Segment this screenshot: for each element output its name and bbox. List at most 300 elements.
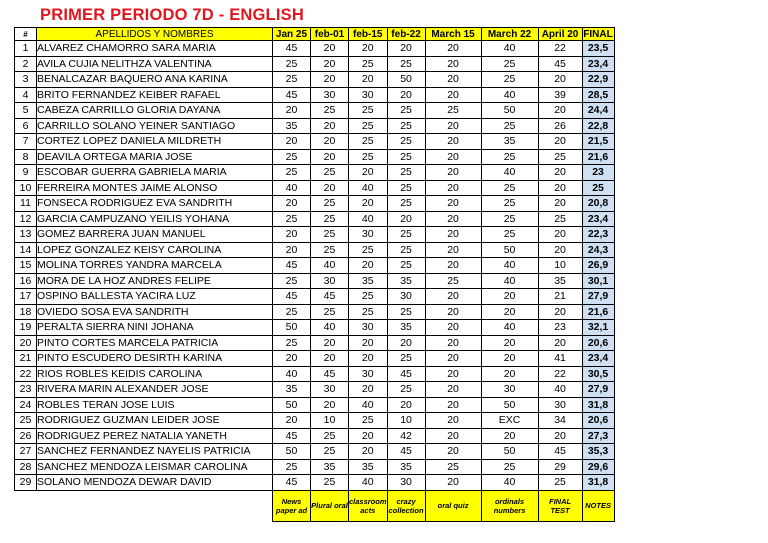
grade-cell: 20 — [349, 41, 388, 57]
grade-cell: 40 — [311, 320, 349, 336]
grade-cell: 20 — [387, 335, 425, 351]
grade-cell: 25 — [349, 413, 388, 429]
table-row — [15, 304, 615, 320]
grade-cell: 20 — [349, 196, 388, 212]
grade-cell: 20 — [481, 428, 538, 444]
table-row — [15, 165, 615, 181]
final-grade: 32,1 — [582, 320, 614, 336]
grade-cell: 20 — [425, 444, 481, 460]
grade-cell: 20 — [425, 180, 481, 196]
row-number: 20 — [15, 335, 37, 351]
grade-cell: 20 — [538, 180, 582, 196]
student-name: DEAVILA ORTEGA MARIA JOSE — [37, 149, 273, 165]
grade-cell: 22 — [538, 41, 582, 57]
final-grade: 30,5 — [582, 366, 614, 382]
grade-cell: 45 — [387, 366, 425, 382]
grade-cell: 25 — [273, 459, 311, 475]
row-number: 1 — [15, 41, 37, 57]
grade-cell: 20 — [425, 475, 481, 491]
table-row — [15, 397, 615, 413]
grade-cell: 20 — [273, 227, 311, 243]
grade-cell: 25 — [311, 103, 349, 119]
grade-cell: 25 — [273, 165, 311, 181]
grade-cell: 20 — [538, 304, 582, 320]
grade-cell: 20 — [273, 103, 311, 119]
grade-cell: 40 — [273, 180, 311, 196]
student-name: CABEZA CARRILLO GLORIA DAYANA — [37, 103, 273, 119]
student-name: ESCOBAR GUERRA GABRIELA MARIA — [37, 165, 273, 181]
grade-cell: 29 — [538, 459, 582, 475]
student-name: BRITO FERNANDEZ KEIBER RAFAEL — [37, 87, 273, 103]
row-number: 7 — [15, 134, 37, 150]
grade-cell: 25 — [425, 103, 481, 119]
final-grade: 20,6 — [582, 335, 614, 351]
grade-cell: 20 — [425, 397, 481, 413]
table-row — [15, 428, 615, 444]
grade-cell: 20 — [538, 103, 582, 119]
grade-cell: 34 — [538, 413, 582, 429]
footer-label: NOTES — [582, 490, 614, 521]
table-row — [15, 273, 615, 289]
row-number: 28 — [15, 459, 37, 475]
grade-cell: 50 — [273, 397, 311, 413]
student-name: OSPINO BALLESTA YACIRA LUZ — [37, 289, 273, 305]
grade-cell: 20 — [273, 134, 311, 150]
final-grade: 25 — [582, 180, 614, 196]
grade-cell: 35 — [311, 459, 349, 475]
row-number: 8 — [15, 149, 37, 165]
final-grade: 27,3 — [582, 428, 614, 444]
final-grade: 24,4 — [582, 103, 614, 119]
table-row — [15, 351, 615, 367]
header-final: FINAL — [583, 28, 613, 40]
student-name: RIVERA MARIN ALEXANDER JOSE — [37, 382, 273, 398]
grade-cell: 35 — [349, 273, 388, 289]
grade-cell: 20 — [425, 289, 481, 305]
grade-cell: 45 — [387, 444, 425, 460]
grade-cell: 30 — [311, 382, 349, 398]
table-row — [15, 103, 615, 119]
grade-cell: 30 — [387, 289, 425, 305]
table-row — [15, 211, 615, 227]
grade-cell: 25 — [311, 242, 349, 258]
row-number: 29 — [15, 475, 37, 491]
grade-cell: 25 — [387, 118, 425, 134]
grade-cell: 50 — [273, 320, 311, 336]
grade-cell: 20 — [425, 211, 481, 227]
footer-label: classroom acts — [349, 490, 388, 521]
grade-cell: 45 — [311, 366, 349, 382]
grade-cell: 20 — [425, 320, 481, 336]
row-number: 2 — [15, 56, 37, 72]
final-grade: 30,1 — [582, 273, 614, 289]
grade-cell: 20 — [538, 227, 582, 243]
student-name: RODRIGUEZ GUZMAN LEIDER JOSE — [37, 413, 273, 429]
table-row — [15, 320, 615, 336]
header-col: feb-15 — [349, 28, 388, 41]
grade-cell: 30 — [349, 320, 388, 336]
student-name: LOPEZ GONZALEZ KEISY CAROLINA — [37, 242, 273, 258]
grade-cell: 30 — [311, 87, 349, 103]
grade-cell: 20 — [481, 304, 538, 320]
grade-cell: 35 — [273, 382, 311, 398]
grade-cell: 25 — [273, 72, 311, 88]
grade-cell: 20 — [425, 351, 481, 367]
table-row — [15, 366, 615, 382]
student-name: GARCIA CAMPUZANO YEILIS YOHANA — [37, 211, 273, 227]
grade-cell: 20 — [273, 351, 311, 367]
header-col: Jan 25 — [273, 28, 311, 41]
final-grade: 31,8 — [582, 475, 614, 491]
table-row — [15, 335, 615, 351]
footer-label: FINAL TEST — [538, 490, 582, 521]
grade-cell: 25 — [481, 180, 538, 196]
grade-cell: 30 — [311, 273, 349, 289]
grade-cell: 20 — [538, 196, 582, 212]
grade-cell: 20 — [311, 41, 349, 57]
grade-cell: 20 — [538, 428, 582, 444]
sheet-title: PRIMER PERIODO 7D - ENGLISH — [40, 6, 304, 24]
grade-cell: 20 — [387, 397, 425, 413]
table-row — [15, 413, 615, 429]
grade-cell: 25 — [387, 351, 425, 367]
footer-label: crazy collection — [387, 490, 425, 521]
student-name: SANCHEZ MENDOZA LEISMAR CAROLINA — [37, 459, 273, 475]
table-row — [15, 87, 615, 103]
student-name: RIOS ROBLES KEIDIS CAROLINA — [37, 366, 273, 382]
row-number: 18 — [15, 304, 37, 320]
row-number: 13 — [15, 227, 37, 243]
grade-cell: 25 — [387, 165, 425, 181]
grade-cell: 20 — [425, 72, 481, 88]
student-name: MOLINA TORRES YANDRA MARCELA — [37, 258, 273, 274]
grade-cell: 25 — [273, 149, 311, 165]
grade-cell: 40 — [538, 382, 582, 398]
grade-cell: 10 — [311, 413, 349, 429]
grade-cell: 20 — [311, 149, 349, 165]
grade-cell: 26 — [538, 118, 582, 134]
final-grade: 23,4 — [582, 211, 614, 227]
grade-cell: 20 — [349, 444, 388, 460]
student-name: PINTO CORTES MARCELA PATRICIA — [37, 335, 273, 351]
grade-cell: 20 — [349, 351, 388, 367]
grade-cell: 40 — [481, 87, 538, 103]
final-grade: 22,8 — [582, 118, 614, 134]
grade-cell: 50 — [481, 242, 538, 258]
student-name: FONSECA RODRIGUEZ EVA SANDRITH — [37, 196, 273, 212]
grade-cell: 20 — [425, 242, 481, 258]
grade-cell: 20 — [349, 258, 388, 274]
table-row — [15, 258, 615, 274]
grade-cell: 21 — [538, 289, 582, 305]
grade-cell: 20 — [425, 304, 481, 320]
table-row — [15, 41, 615, 57]
table-row — [15, 118, 615, 134]
final-grade: 31,8 — [582, 397, 614, 413]
grade-cell: 25 — [311, 475, 349, 491]
grade-cell: 20 — [425, 87, 481, 103]
footer-blank — [37, 490, 273, 521]
grade-cell: 25 — [387, 180, 425, 196]
final-grade: 23 — [582, 165, 614, 181]
grade-cell: 10 — [387, 413, 425, 429]
table-row — [15, 72, 615, 88]
grade-cell: 25 — [273, 211, 311, 227]
row-number: 25 — [15, 413, 37, 429]
footer-label: oral quiz — [425, 490, 481, 521]
grade-cell: 25 — [481, 459, 538, 475]
grade-cell: 20 — [311, 335, 349, 351]
grade-cell: 20 — [273, 242, 311, 258]
grade-cell: 25 — [273, 335, 311, 351]
grade-cell: 45 — [273, 258, 311, 274]
final-grade: 26,9 — [582, 258, 614, 274]
grade-cell: 40 — [311, 258, 349, 274]
student-name: CARRILLO SOLANO YEINER SANTIAGO — [37, 118, 273, 134]
student-name: FERREIRA MONTES JAIME ALONSO — [37, 180, 273, 196]
grade-cell: 39 — [538, 87, 582, 103]
row-number: 6 — [15, 118, 37, 134]
grade-cell: 45 — [273, 289, 311, 305]
grade-cell: 25 — [425, 459, 481, 475]
grade-cell: 20 — [425, 413, 481, 429]
student-name: RODRIGUEZ PEREZ NATALIA YANETH — [37, 428, 273, 444]
grade-cell: 45 — [273, 475, 311, 491]
student-name: PINTO ESCUDERO DESIRTH KARINA — [37, 351, 273, 367]
grade-cell: 45 — [311, 289, 349, 305]
grade-cell: 25 — [425, 273, 481, 289]
final-grade: 23,5 — [582, 41, 614, 57]
grade-cell: 20 — [425, 134, 481, 150]
grade-cell: 20 — [425, 149, 481, 165]
row-number: 12 — [15, 211, 37, 227]
grade-cell: 25 — [311, 428, 349, 444]
grade-cell: 20 — [349, 335, 388, 351]
grade-cell: 25 — [349, 149, 388, 165]
grade-cell: 20 — [538, 72, 582, 88]
row-number: 14 — [15, 242, 37, 258]
row-number: 23 — [15, 382, 37, 398]
final-grade: 21,5 — [582, 134, 614, 150]
grade-cell: 20 — [311, 351, 349, 367]
grade-cell: 20 — [425, 196, 481, 212]
student-name: MORA DE LA HOZ ANDRES FELIPE — [37, 273, 273, 289]
grade-cell: 20 — [538, 335, 582, 351]
grade-cell: 20 — [387, 87, 425, 103]
grade-cell: 23 — [538, 320, 582, 336]
table-row — [15, 180, 615, 196]
final-grade: 27,9 — [582, 382, 614, 398]
grade-cell: 20 — [425, 227, 481, 243]
grade-cell: 25 — [311, 304, 349, 320]
grade-cell: 30 — [349, 227, 388, 243]
grade-cell: 25 — [481, 118, 538, 134]
row-number: 24 — [15, 397, 37, 413]
table-row — [15, 475, 615, 491]
grade-cell: 20 — [538, 165, 582, 181]
student-name: PERALTA SIERRA NINI JOHANA — [37, 320, 273, 336]
grade-cell: 25 — [387, 382, 425, 398]
grade-cell: 20 — [349, 428, 388, 444]
grade-cell: 25 — [311, 211, 349, 227]
grade-cell: 25 — [387, 196, 425, 212]
grade-cell: 25 — [481, 72, 538, 88]
grade-cell: 25 — [387, 134, 425, 150]
grade-cell: 25 — [273, 273, 311, 289]
grade-cell: 45 — [538, 444, 582, 460]
header-col: feb-22 — [387, 28, 425, 41]
final-grade: 23,4 — [582, 351, 614, 367]
grade-cell: 40 — [481, 475, 538, 491]
header-num: # — [15, 28, 37, 41]
grade-cell: 30 — [387, 475, 425, 491]
grade-cell: 25 — [387, 304, 425, 320]
grade-cell: 20 — [311, 134, 349, 150]
table-row — [15, 134, 615, 150]
footer-row — [15, 490, 615, 521]
grade-cell: 50 — [273, 444, 311, 460]
grade-cell: 25 — [387, 149, 425, 165]
grade-cell: 45 — [273, 41, 311, 57]
grade-cell: 20 — [273, 413, 311, 429]
row-number: 27 — [15, 444, 37, 460]
grade-cell: 20 — [311, 56, 349, 72]
grade-cell: 35 — [273, 118, 311, 134]
footer-label: Plural oral — [311, 490, 349, 521]
grade-cell: 45 — [273, 87, 311, 103]
grade-cell: 20 — [311, 397, 349, 413]
grade-cell: 25 — [538, 211, 582, 227]
grade-cell: 20 — [425, 366, 481, 382]
grade-cell: 20 — [311, 72, 349, 88]
grade-cell: 25 — [481, 149, 538, 165]
grade-cell: 25 — [349, 134, 388, 150]
grade-cell: 20 — [425, 335, 481, 351]
grade-cell: 25 — [311, 227, 349, 243]
grade-cell: 20 — [538, 242, 582, 258]
student-name: CORTEZ LOPEZ DANIELA MILDRETH — [37, 134, 273, 150]
grade-cell: 25 — [387, 56, 425, 72]
footer-blank — [15, 490, 37, 521]
grade-cell: 25 — [349, 242, 388, 258]
grade-cell: 50 — [481, 397, 538, 413]
header-col: April 20 — [538, 28, 582, 41]
final-grade: 21,6 — [582, 304, 614, 320]
student-name: ROBLES TERAN JOSE LUIS — [37, 397, 273, 413]
grade-cell: 25 — [481, 211, 538, 227]
student-name: SOLANO MENDOZA DEWAR DAVID — [37, 475, 273, 491]
grade-cell: 41 — [538, 351, 582, 367]
final-grade: 29,6 — [582, 459, 614, 475]
grade-cell: 40 — [349, 397, 388, 413]
table-row — [15, 149, 615, 165]
grade-cell: 25 — [273, 56, 311, 72]
grade-cell: 20 — [425, 41, 481, 57]
grade-cell: 20 — [425, 56, 481, 72]
table-row — [15, 459, 615, 475]
grade-cell: 25 — [538, 475, 582, 491]
row-number: 4 — [15, 87, 37, 103]
footer-label: ordinals numbers — [481, 490, 538, 521]
grade-cell: 20 — [481, 351, 538, 367]
grades-table — [14, 27, 615, 522]
grade-cell: 20 — [349, 382, 388, 398]
row-number: 22 — [15, 366, 37, 382]
grade-cell: EXC — [481, 413, 538, 429]
header-col: March 15 — [425, 28, 481, 41]
grade-cell: 35 — [387, 459, 425, 475]
grade-cell: 20 — [425, 428, 481, 444]
grade-cell: 25 — [311, 165, 349, 181]
row-number: 3 — [15, 72, 37, 88]
row-number: 10 — [15, 180, 37, 196]
grade-cell: 25 — [311, 444, 349, 460]
table-row — [15, 289, 615, 305]
grade-cell: 20 — [425, 258, 481, 274]
table-row — [15, 56, 615, 72]
grade-cell: 50 — [481, 444, 538, 460]
student-name: SANCHEZ FERNANDEZ NAYELIS PATRICIA — [37, 444, 273, 460]
student-name: ALVAREZ CHAMORRO SARA MARIA — [37, 41, 273, 57]
grade-cell: 20 — [425, 165, 481, 181]
grade-cell: 25 — [387, 242, 425, 258]
grade-cell: 25 — [387, 103, 425, 119]
grade-cell: 20 — [387, 41, 425, 57]
student-name: AVILA CUJIA NELITHZA VALENTINA — [37, 56, 273, 72]
student-name: BENALCAZAR BAQUERO ANA KARINA — [37, 72, 273, 88]
grade-cell: 22 — [538, 366, 582, 382]
grade-cell: 20 — [425, 382, 481, 398]
grade-cell: 30 — [349, 87, 388, 103]
grade-cell: 20 — [311, 180, 349, 196]
final-grade: 24,3 — [582, 242, 614, 258]
row-number: 26 — [15, 428, 37, 444]
grade-cell: 20 — [481, 366, 538, 382]
grade-cell: 20 — [349, 165, 388, 181]
grade-cell: 20 — [481, 335, 538, 351]
table-row — [15, 242, 615, 258]
grade-cell: 25 — [349, 56, 388, 72]
grade-cell: 45 — [273, 428, 311, 444]
grade-cell: 25 — [387, 227, 425, 243]
grade-cell: 42 — [387, 428, 425, 444]
grade-cell: 40 — [481, 165, 538, 181]
table-row — [15, 444, 615, 460]
grade-cell: 40 — [349, 211, 388, 227]
table-row — [15, 196, 615, 212]
final-grade: 22,9 — [582, 72, 614, 88]
grade-cell: 20 — [425, 118, 481, 134]
grade-cell: 40 — [481, 258, 538, 274]
grade-cell: 25 — [387, 258, 425, 274]
final-grade: 35,3 — [582, 444, 614, 460]
grade-cell: 40 — [349, 475, 388, 491]
final-grade: 23,4 — [582, 56, 614, 72]
student-name: GOMEZ BARRERA JUAN MANUEL — [37, 227, 273, 243]
grade-cell: 25 — [481, 56, 538, 72]
grade-cell: 30 — [349, 366, 388, 382]
grade-cell: 25 — [481, 196, 538, 212]
grade-cell: 40 — [481, 273, 538, 289]
grade-cell: 45 — [538, 56, 582, 72]
table-row — [15, 227, 615, 243]
grade-cell: 20 — [481, 289, 538, 305]
grade-cell: 25 — [349, 118, 388, 134]
grade-cell: 40 — [273, 366, 311, 382]
header-name: APELLIDOS Y NOMBRES — [37, 28, 273, 41]
final-grade: 21,6 — [582, 149, 614, 165]
grade-cell: 10 — [538, 258, 582, 274]
